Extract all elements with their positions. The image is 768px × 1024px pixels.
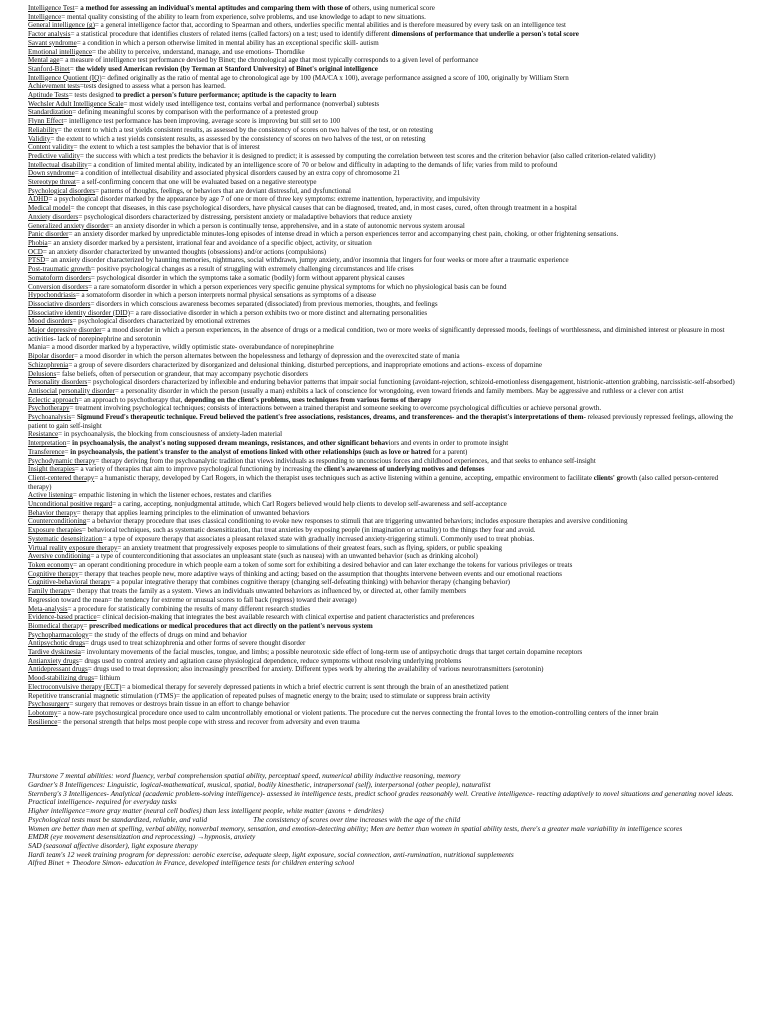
- glossary-term: Delusions: [28, 369, 57, 378]
- note-text: Alfred Binet + Theodore Simon- education in France, developed intelligence tests for children entering school: [28, 858, 355, 868]
- glossary-definition: =tests designed to assess what a person has learned.: [79, 82, 226, 91]
- glossary-definition: = most widely used intelligence test, contains verbal and performance (nonverbal) subtests: [123, 99, 380, 108]
- glossary-term: Wechsler Adult Intelligence Scale: [28, 99, 124, 108]
- glossary-entry: [28, 317, 742, 326]
- glossary-definition: Mania= a mood disorder marked by a hyperactive, wildly optimistic state- overabundance of norepinephrine: [28, 343, 334, 352]
- glossary-definition: = a condition in which a person otherwise limited in mental ability has an exceptional specific skill- autism: [76, 38, 379, 47]
- glossary-term: Psychotherapy: [28, 404, 70, 413]
- glossary-term: Meta-analysis: [28, 604, 68, 613]
- glossary-definition: = an anxiety disorder in which a person is continually tense, apprehensive, and in a state of autonomic nervous system arousal: [109, 221, 465, 230]
- note-line: [28, 859, 742, 868]
- glossary-definition: = involuntary movements of the facial muscles, tongue, and limbs; a possible neurotoxic side effect of long-term use of antipsychotic drugs that target certain dopamine receptors: [80, 648, 583, 657]
- glossary-term: Bipolar disorder: [28, 352, 74, 361]
- glossary-definition: = the ability to perceive, understand, manage, and use emotions- Thorndike: [92, 47, 305, 56]
- note-text: SAD (seasonal affective disorder), light exposure therapy: [28, 840, 198, 850]
- glossary-term: Psychodynamic therapy: [28, 456, 96, 465]
- glossary-definition: = a humanistic therapy, developed by Carl Rogers, in which the therapist uses techniques such as active listening within a genuine, accepting, empathic environment to facilitate: [94, 473, 594, 482]
- glossary-definition: = psychological disorder in which the symptoms take a somatic (bodily) form without apparent physical causes: [90, 273, 405, 282]
- glossary-definition: = drugs used to treat depression; also increasingly prescribed for anxiety. Different types work by altering the availability of various neurotransmitters (serotonin): [87, 665, 544, 674]
- glossary-term: Dissociative disorders: [28, 299, 91, 308]
- glossary-emphasis: prescribed medications or medical procedures that act directly on the patient's nervous system: [89, 621, 373, 630]
- glossary-definition: = behavioral techniques, such as systematic desensitization, that treat anxieties by exposing people (in imagination or actuality) to the things they fear and avoid.: [81, 526, 536, 535]
- glossary-term: Post-traumatic growth: [28, 265, 91, 274]
- glossary-entry: [28, 526, 742, 535]
- glossary-definition: = an operant conditioning procedure in which people earn a token of some sort for exhibiting a desired behavior and can later exchange the tokens for various privileges or treats: [73, 561, 573, 569]
- glossary-definition: = a popular integrative therapy that combines cognitive therapy (changing self-defeating thinking) with behavior therapy (changing behavior): [110, 578, 511, 587]
- note-text: Ilardi team's 12 week training program for depression: aerobic exercise, adequate sleep, light exposure, social connection, anti-rumination, nutritional supplements: [28, 849, 514, 859]
- glossary-definition: owth (also called person-centered therapy): [28, 473, 719, 491]
- glossary-term: Cognitive-behavioral therapy: [28, 578, 111, 587]
- glossary-entry: [28, 596, 742, 605]
- glossary-entry: [28, 517, 742, 526]
- glossary-entry: [28, 300, 742, 309]
- glossary-entry: [28, 404, 742, 413]
- glossary-definition: =: [69, 64, 76, 73]
- glossary-entry: [28, 65, 742, 74]
- glossary-term: Medical model: [28, 204, 71, 213]
- glossary-entry: [28, 465, 742, 474]
- glossary-definition: = a biomedical therapy for severely depressed patients in which a brief electric current is sent through the brain of an anesthetized patient: [121, 682, 509, 691]
- glossary-definition: = a variety of therapies that aim to improve psychological functioning by increasing the: [74, 465, 324, 474]
- glossary-entry: [28, 639, 742, 648]
- note-text: EMDR (eye movement desensitization and reprocessing) →hypnosis, anxiety: [28, 832, 256, 842]
- glossary-definition: = a rare somatoform disorder in which a person experiences very specific genuine physical symptoms for which no physiological basis can be found: [88, 282, 507, 291]
- glossary-entry: [28, 100, 742, 109]
- glossary-entry: [28, 117, 742, 126]
- glossary-entry: [28, 613, 742, 622]
- glossary-term: Intelligence Test: [28, 4, 75, 12]
- glossary-emphasis: client's awareness of underlying motives and defenses: [323, 465, 485, 474]
- glossary-term: Transference: [28, 447, 65, 456]
- glossary-term: Resistance: [28, 430, 59, 439]
- glossary-term: Psychopharmacology: [28, 630, 89, 639]
- glossary-entry: [28, 718, 742, 727]
- note-text: Higher intelligence=more gray matter (neural cell bodies) than less intelligent people, white matter (axons + dendrites): [28, 806, 384, 816]
- glossary-term: Emotional intelligence: [28, 47, 92, 56]
- glossary-definition: = the extent to which a test yields consistent results, as assessed by the consistency of scores on two halves of the test, or on retesting: [50, 134, 426, 143]
- glossary-term: Client-centered therapy: [28, 473, 95, 482]
- glossary-definition: = disorders in which conscious awareness becomes separated (dissociated) from previous memories, thoughts, and feelings: [90, 299, 438, 308]
- glossary-definition: = a caring, accepting, nonjudgmental attitude, which Carl Rogers believed would help clients to develop self-awareness and self-acceptance: [112, 500, 507, 509]
- glossary-definition: = patterns of thoughts, feelings, or behaviors that are deviant distressful, and dysfunctional: [95, 186, 351, 195]
- glossary-term: Resilience: [28, 717, 58, 726]
- glossary-entry: [28, 108, 742, 117]
- glossary-definition: = a now-rare psychosurgical procedure once used to calm uncontrollably emotional or violent patients. The procedure cut the nerves connecting the frontal loves to the emotion-controlling centers of the inner brain: [57, 708, 659, 717]
- glossary-definition: = a somatoform disorder in which a person interprets normal physical sensations as symptoms of a disease: [75, 291, 377, 300]
- glossary-term: Psychosurgery: [28, 700, 70, 709]
- glossary-entry: [28, 370, 742, 379]
- glossary-definition: = a statistical procedure that identifies clusters of related items (called factors) on a test; used to identify different: [70, 30, 392, 39]
- note-text: Gardner's 8 Intelligences: Linguistic, logical-mathematical, musical, spatial, bodily kinesthetic, intrapersonal (self), interpersonal (other people), naturalist: [28, 780, 491, 790]
- glossary-definition: = positive psychological changes as a result of struggling with extremely challenging circumstances and life crises: [90, 265, 414, 274]
- glossary-entry: [28, 126, 742, 135]
- glossary-entry: [28, 274, 742, 283]
- glossary-definition: = defining meaningful scores by comparison with the performance of a pretested group: [72, 108, 319, 117]
- glossary-entry: [28, 309, 742, 318]
- glossary-emphasis: depending on the client's problems, uses techniques from various forms of therapy: [184, 395, 432, 404]
- notes-section: [28, 772, 742, 868]
- glossary-term: Intelligence: [28, 12, 62, 21]
- glossary-definition: for a parent): [430, 447, 468, 456]
- glossary-entry: [28, 352, 742, 361]
- glossary-definition: Repetitive transcranial magnetic stimulation (rTMS)= the application of repeated pulses of magnetic energy to the brain; used to stimulate or suppress brain activity: [28, 691, 491, 700]
- glossary-term: Antianxiety drugs: [28, 656, 79, 665]
- glossary-definition: = mental quality consisting of the ability to learn from experience, solve problems, and use knowledge to adapt to new situations.: [61, 12, 426, 21]
- note-text-secondary: The consistency of scores over time increases with the age of the child: [253, 814, 461, 824]
- glossary-definition: = the success with which a test predicts the behavior it is designed to predict; it is assessed by computing the correlation between test scores and the criterion behavior (also called criterion-related validity): [79, 151, 656, 160]
- glossary-term: Content validity: [28, 143, 74, 152]
- glossary-definition: = lithium: [93, 674, 121, 683]
- glossary-definition: = a behavior therapy procedure that uses classical conditioning to evoke new responses to stimuli that are triggering unwanted behaviors; includes exposure therapies and aversive conditioning: [86, 517, 628, 526]
- glossary-term: Virtual reality exposure therapy: [28, 543, 118, 552]
- glossary-entry: [28, 230, 742, 239]
- glossary-term: Hypochondriasis: [28, 291, 76, 300]
- glossary-entry: [28, 343, 742, 352]
- glossary-term: Evidence-based practice: [28, 613, 97, 622]
- glossary-entry: [28, 396, 742, 405]
- glossary-term: Predictive validity: [28, 151, 80, 160]
- glossary-entry: [28, 74, 742, 83]
- note-line: [28, 790, 742, 807]
- glossary-definition: = a general intelligence factor that, according to Spearman and others, underlies specific mental abilities and is therefore measured by every task on an intelligence test: [94, 21, 566, 30]
- glossary-definition: = a psychological disorder marked by the appearance by age 7 of one or more of three key symptoms: extreme inattention, hyperactivity, and impulsivity: [48, 195, 480, 204]
- glossary-term: Somatoform disorders: [28, 273, 91, 282]
- glossary-definition: = psychological disorders characterized by distressing, persistent anxiety or maladaptive behaviors that reduce anxiety: [78, 212, 413, 221]
- glossary-definition: = an anxiety disorder marked by unpredictable minutes-long episodes of intense dread in which a person experiences terror and accompanying chest pain, choking, or other frightening sensations.: [68, 230, 619, 239]
- glossary-entry: [28, 674, 742, 683]
- glossary-entry: [28, 21, 742, 30]
- glossary-term: Interpretation: [28, 439, 67, 448]
- glossary-term: ADHD: [28, 195, 49, 204]
- glossary-entry: [28, 152, 742, 161]
- glossary-definition: = a condition of limited mental ability, indicated by an intelligence score of 70 or below and difficulty in adapting to the demands of life; varies from mild to profound: [87, 160, 558, 169]
- glossary-term: Exposure therapies: [28, 526, 82, 535]
- glossary-definition: = the concept that diseases, in this case psychological disorders, have physical causes that can be diagnosed, treated, and, in most cases, cured, often through treatment in a hospital: [70, 204, 577, 213]
- glossary-definition: =: [64, 447, 71, 456]
- glossary-term: Validity: [28, 134, 51, 143]
- glossary-definition: = clinical decision-making that integrates the best available research with clinical expertise and patient characteristics and preferences: [96, 613, 475, 622]
- glossary-emphasis: in psychoanalysis, the patient's transfer to the analyst of emotions linked with other relationships (such as love or hatred: [70, 447, 431, 456]
- glossary-definition: = the extent to which a test samples the behavior that is of interest: [73, 143, 260, 152]
- glossary-definition: = therapy that treats the family as a system. Views an individuals unwanted behaviors as influenced by, or directed at, other family members: [70, 587, 467, 596]
- glossary-entry: [28, 631, 742, 640]
- glossary-entry: [28, 56, 742, 65]
- glossary-entry: [28, 30, 742, 39]
- glossary-entry: [28, 222, 742, 231]
- glossary-entry: [28, 491, 742, 500]
- glossary-term: Factor analysis: [28, 30, 71, 39]
- glossary-emphasis: dimensions of performance that underlie a person's total score: [391, 30, 579, 39]
- glossary-term: Flynn Effect: [28, 117, 64, 126]
- glossary-emphasis: clients' gr: [593, 473, 624, 482]
- glossary-entry: [28, 143, 742, 152]
- glossary-entry: [28, 387, 742, 396]
- glossary-entry: [28, 552, 742, 561]
- glossary-entry: [28, 535, 742, 544]
- glossary-entry: [28, 135, 742, 144]
- glossary-definition: = the study of the effects of drugs on mind and behavior: [88, 630, 247, 639]
- glossary-definition: = psychological disorders characterized by inflexible and enduring behavior patterns that impair social functioning (avoidant-rejection, schizoid-emotionless disengagement, histrionic-attention grabbing, narcissistic-self-absorbed): [87, 378, 735, 387]
- glossary-entry: [28, 700, 742, 709]
- glossary-entry: [28, 509, 742, 518]
- glossary-term: Phobia: [28, 238, 48, 247]
- glossary-entry: [28, 39, 742, 48]
- glossary-definition: = therapy that teaches people new, more adaptive ways of thinking and acting; based on the assumption that thoughts intervene between events and our emotional reactions: [78, 569, 563, 578]
- glossary-definition: = the extent to which a test yields consistent results, as assessed by the consistency of scores on two halves of the test, or on retesting: [57, 125, 433, 134]
- glossary-definition: = a type of exposure therapy that associates a pleasant relaxed state with gradually increased anxiety-triggering stimuli. Commonly used to treat phobias.: [102, 534, 535, 543]
- glossary-term: Savant syndrome: [28, 38, 77, 47]
- glossary-definition: = a type of counterconditioning that associates an unpleasant state (such as nausea) with an unwanted behavior (such as drinking alcohol): [90, 552, 478, 561]
- glossary-entry: [28, 561, 742, 570]
- glossary-entry: [28, 413, 742, 430]
- glossary-emphasis: in psychoanalysis, the analyst's noting supposed dream meanings, resistances, and other significant behav: [72, 439, 389, 448]
- glossary-entry: [28, 4, 742, 13]
- glossary-definition: = treatment involving psychological techniques; consists of interactions between a trained therapist and someone seeking to overcome psychological difficulties or achieve personal growth.: [69, 404, 602, 413]
- glossary-definition: = defined originally as the ratio of mental age to chronological age by 100 (MA/CA x 100), average performance assigned a score of 100, originally by William Stern: [101, 73, 569, 82]
- glossary-term: Intelligence Quotient (IQ): [28, 73, 102, 82]
- glossary-definition: = a mood disorder in which the person alternates between the hopelessness and lethargy of depression and the overexcited state of mania: [74, 352, 460, 361]
- glossary-entry: [28, 82, 742, 91]
- glossary-definition: = an anxiety treatment that progressively exposes people to simulations of their greatest fears, such as flying, spiders, or public speaking: [117, 543, 502, 552]
- glossary-entry: [28, 500, 742, 509]
- glossary-term: Electroconvulsive therapy (ECT): [28, 682, 122, 691]
- glossary-emphasis: to predict a person's future performance; aptitude is the capacity to learn: [115, 91, 337, 100]
- glossary-definition: = intelligence test performance has been improving, average score is improving but still set to 100: [63, 117, 341, 126]
- glossary-entry: [28, 692, 742, 701]
- glossary-term: General intelligence (g): [28, 21, 95, 30]
- glossary-entry: [28, 474, 742, 491]
- glossary-definition: = a rare dissociative disorder in which a person exhibits two or more distinct and alternating personalities: [129, 308, 428, 317]
- glossary-entry: [28, 187, 742, 196]
- glossary-definition: = a procedure for statistically combining the results of many different research studies: [67, 604, 311, 613]
- glossary-term: Major depressive disorder: [28, 326, 102, 335]
- glossary-entry: [28, 213, 742, 222]
- glossary-entry: [28, 291, 742, 300]
- glossary-term: Generalized anxiety disorder: [28, 221, 110, 230]
- glossary-entry: [28, 13, 742, 22]
- glossary-entry: [28, 326, 742, 343]
- glossary-entry: [28, 161, 742, 170]
- glossary-definition: others, using numerical score: [350, 4, 435, 12]
- glossary-term: Behavior therapy: [28, 508, 77, 517]
- glossary-term: Conversion disorders: [28, 282, 89, 291]
- glossary-definition: = therapy that applies learning principles to the elimination of unwanted behaviors: [76, 508, 310, 517]
- glossary-term: Anxiety disorders: [28, 212, 79, 221]
- glossary-term: Psychoanalysis: [28, 413, 72, 422]
- glossary-emphasis: the widely used American revision (by Terman at Stanford University) of Binet's original intelligence: [75, 64, 378, 73]
- glossary-term: Insight therapies: [28, 465, 75, 474]
- glossary-definition: =: [74, 4, 81, 12]
- glossary-term: Family therapy: [28, 587, 71, 596]
- glossary-entry: [28, 605, 742, 614]
- glossary-term: Stereotype threat: [28, 178, 76, 187]
- glossary-term: Aptitude Tests: [28, 91, 69, 100]
- glossary-entry: [28, 283, 742, 292]
- glossary-term: Unconditional positive regard: [28, 500, 113, 509]
- glossary-term: Personality disorders: [28, 378, 88, 387]
- glossary-entry: [28, 239, 742, 248]
- glossary-term: Token economy: [28, 561, 74, 569]
- glossary-definition: = a self-confirming concern that one will be evaluated based on a negative stereotype: [75, 178, 317, 187]
- glossary-entry: [28, 256, 742, 265]
- glossary-definition: = surgery that removes or destroys brain tissue in an effort to change behavior: [69, 700, 290, 709]
- glossary-entry: [28, 709, 742, 718]
- glossary-entry: [28, 91, 742, 100]
- glossary-definition: iors and events in order to promote insight: [388, 439, 509, 448]
- glossary-entry: [28, 622, 742, 631]
- glossary-entry: [28, 265, 742, 274]
- note-text: Women are better than men at spelling, verbal ability, nonverbal memory, sensation, and emotion-detecting ability; Men are better than women in spatial ability tests, there's a greater male variability in intelligence scores: [28, 823, 683, 833]
- glossary-entry: [28, 430, 742, 439]
- glossary-term: Aversive conditioning: [28, 552, 91, 561]
- glossary-definition: = empathic listening in which the listener echoes, restates and clarifies: [72, 491, 272, 500]
- glossary-term: Intellectual disability: [28, 160, 88, 169]
- glossary-entry: [28, 248, 742, 257]
- glossary-term: Antipsychotic drugs: [28, 639, 85, 648]
- glossary-definition: released previously repressed feelings, allowing the patient to gain self-insight: [28, 413, 734, 430]
- glossary-term: Dissociative identity disorder (DID): [28, 308, 130, 317]
- glossary-term: Panic disorder: [28, 230, 69, 239]
- glossary-term: Cognitive therapy: [28, 569, 79, 578]
- glossary-entry: [28, 204, 742, 213]
- glossary-term: PTSD: [28, 256, 46, 265]
- glossary: [28, 4, 742, 726]
- glossary-term: Systematic desensitization: [28, 534, 103, 543]
- glossary-definition: = in psychoanalysis, the blocking from consciousness of anxiety-laden material: [58, 430, 283, 439]
- glossary-term: Counterconditioning: [28, 517, 87, 526]
- glossary-term: Mood disorders: [28, 317, 73, 326]
- glossary-definition: = false beliefs, often of persecution or grandeur, that may accompany psychotic disorders: [56, 369, 309, 378]
- glossary-definition: = drugs used to control anxiety and agitation cause physiological dependence, reduce symptoms without resolving underlying problems: [78, 656, 462, 665]
- glossary-entry: [28, 657, 742, 666]
- glossary-definition: = an anxiety disorder marked by a persistent, irrational fear and avoidance of a specific object, activity, or situation: [47, 238, 372, 247]
- glossary-term: Active listening: [28, 491, 73, 500]
- glossary-definition: = tests designed: [68, 91, 116, 100]
- glossary-entry: [28, 195, 742, 204]
- glossary-term: OCD: [28, 247, 43, 256]
- glossary-entry: [28, 48, 742, 57]
- glossary-term: Mood-stabilizing drugs: [28, 674, 94, 683]
- glossary-definition: =: [71, 413, 77, 422]
- glossary-entry: [28, 578, 742, 587]
- glossary-entry: [28, 570, 742, 579]
- glossary-term: Achievement tests: [28, 82, 80, 91]
- glossary-emphasis: Sigmund Freud's therapeutic technique. Freud believed the patient's free associations, resistances, dreams, and transferences- and the therapist's interpretations of them-: [76, 413, 586, 422]
- glossary-emphasis: a method for assessing an individual's mental aptitudes and comparing them with those of: [80, 4, 351, 12]
- glossary-term: Mental age: [28, 56, 60, 65]
- glossary-entry: [28, 439, 742, 448]
- note-text: Psychological tests must be standardized, reliable, and valid: [28, 814, 208, 824]
- glossary-entry: [28, 457, 742, 466]
- glossary-term: Biomedical therapy: [28, 621, 84, 630]
- glossary-definition: Regression toward the mean= the tendency for extreme or unusual scores to fall back (regress) toward their average): [28, 595, 357, 604]
- glossary-definition: = psychological disorders characterized by emotional extremes: [72, 317, 251, 326]
- glossary-definition: = a measure of intelligence test performance devised by Binet; the chronological age that most typically corresponds to a given level of performance: [59, 56, 479, 65]
- glossary-term: Tardive dyskinesia: [28, 648, 81, 657]
- glossary-term: Psychological disorders: [28, 186, 96, 195]
- glossary-term: Schizophrenia: [28, 360, 69, 369]
- glossary-definition: = therapy deriving from the psychoanalytic tradition that views individuals as responding to unconscious forces and childhood experiences, and that seeks to enhance self-insight: [95, 456, 596, 465]
- note-text: Thurstone 7 mental abilities: word fluency, verbal comprehension spatial ability, perceptual speed, numerical ability inductive reasoning, memory: [28, 771, 461, 781]
- glossary-term: Standardization: [28, 108, 73, 117]
- glossary-definition: = an approach to psychotherapy that,: [78, 395, 185, 404]
- glossary-definition: = drugs used to treat schizophrenia and other forms of severe thought disorder: [84, 639, 306, 648]
- glossary-entry: [28, 683, 742, 692]
- glossary-entry: [28, 178, 742, 187]
- glossary-entry: [28, 648, 742, 657]
- glossary-entry: [28, 448, 742, 457]
- note-text: Sternberg's 3 Intelligences- Analytical (academic problem-solving intelligence)- assessed in intelligence tests, predict school grades reasonably well. Creative intelligence- reacting adaptively to novel situations and generating novel ideas. Practical intelligence- required for everyday tasks: [28, 788, 734, 807]
- glossary-entry: [28, 544, 742, 553]
- glossary-definition: =: [66, 439, 73, 448]
- glossary-definition: = a condition of intellectual disability and associated physical disorders caused by an extra copy of chromosome 21: [74, 169, 401, 178]
- glossary-term: Antisocial personality disorder: [28, 386, 115, 395]
- glossary-term: Lobotomy: [28, 708, 58, 717]
- glossary-term: Reliability: [28, 125, 58, 134]
- glossary-entry: [28, 665, 742, 674]
- glossary-definition: =: [83, 621, 90, 630]
- glossary-definition: = the personal strength that helps most people cope with stress and recover from adversity and even trauma: [57, 717, 360, 726]
- glossary-term: Stanford-Binet: [28, 64, 70, 73]
- glossary-entry: [28, 378, 742, 387]
- glossary-term: Eclectic approach: [28, 395, 79, 404]
- glossary-entry: [28, 169, 742, 178]
- glossary-definition: = a group of severe disorders characterized by disorganized and delusional thinking, disturbed perceptions, and inappropriate emotions and actions- excess of dopamine: [68, 360, 542, 369]
- glossary-term: Down syndrome: [28, 169, 75, 178]
- glossary-definition: = a personality disorder in which the person (usually a man) exhibits a lack of conscience for wrongdoing, even toward friends and family members. May be aggressive and ruthless or a clever con artist: [114, 386, 684, 395]
- glossary-term: Antidepressant drugs: [28, 665, 88, 674]
- glossary-definition: = an anxiety disorder characterized by unwanted thoughts (obsessions) and/or actions (compulsions): [42, 247, 327, 256]
- glossary-definition: = a mood disorder in which a person experiences, in the absence of drugs or a medical condition, two or more weeks of significantly depressed moods, feelings of worthlessness, and diminished interest or pleasure in most activities- lack of norepinephrine and serotonin: [28, 326, 725, 343]
- glossary-entry: [28, 587, 742, 596]
- glossary-entry: [28, 361, 742, 370]
- glossary-definition: = an anxiety disorder characterized by haunting memories, nightmares, social withdrawn, jumpy anxiety, and/or insomnia that lingers for four weeks or more after a traumatic experience: [45, 256, 569, 265]
